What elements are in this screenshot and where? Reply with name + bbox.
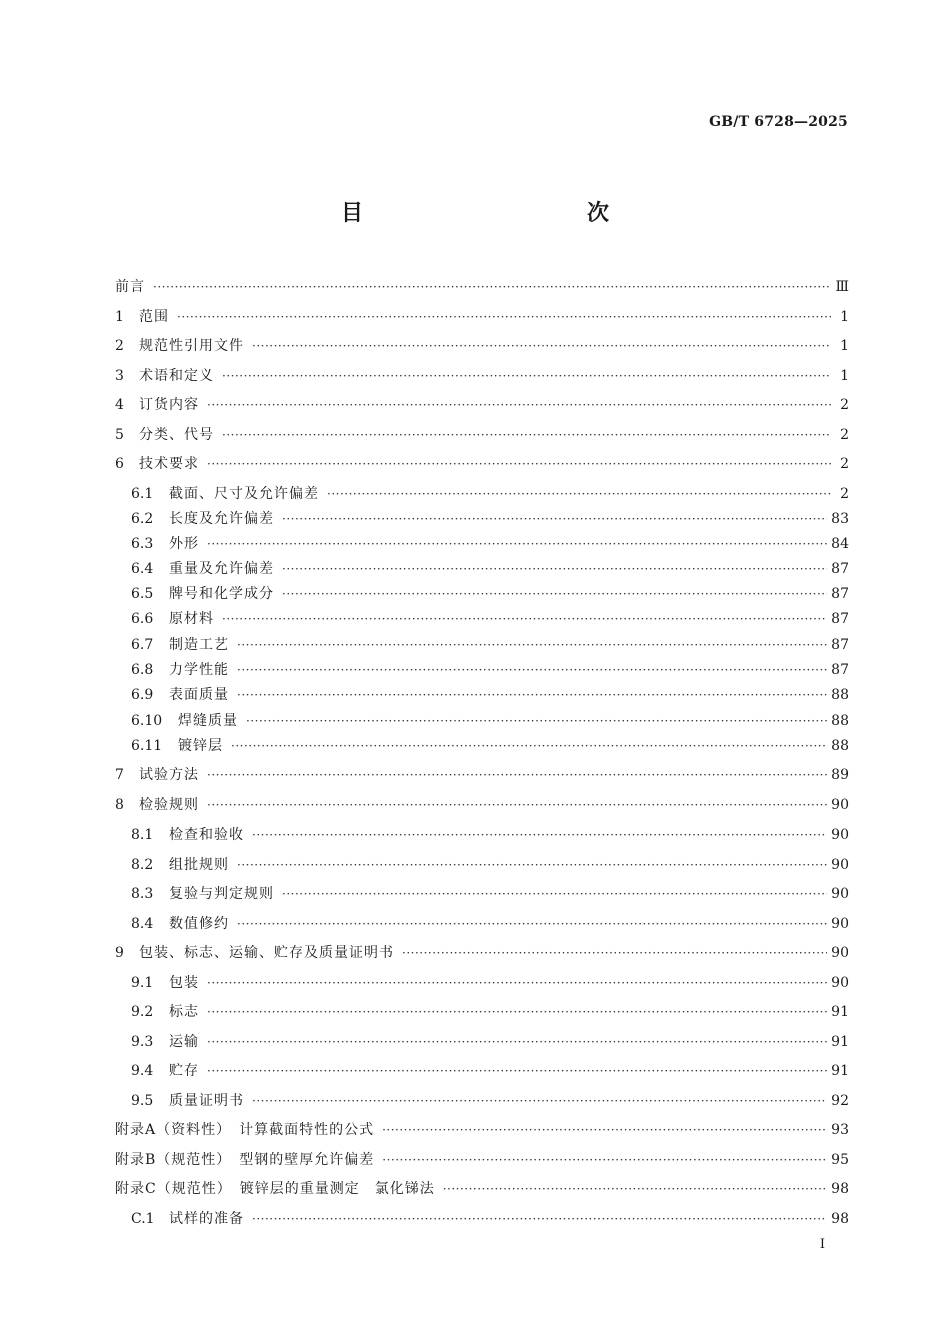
toc-entry[interactable] — [115, 606, 849, 632]
toc-entry-label: 前言 — [115, 279, 145, 295]
toc-leader-dots — [222, 606, 827, 632]
toc-entry-page: 91 — [831, 1004, 849, 1020]
toc-entry[interactable] — [115, 911, 849, 937]
toc-entry-page: 83 — [831, 511, 849, 527]
toc-leader-dots — [252, 1206, 827, 1232]
toc-leader-dots — [237, 632, 827, 658]
toc-entry[interactable] — [115, 1088, 849, 1114]
toc-entry-label: 运输 — [169, 1034, 199, 1050]
toc-entry[interactable] — [115, 1176, 849, 1202]
toc-entry-page: 90 — [831, 945, 849, 961]
toc-entry-page: 90 — [831, 975, 849, 991]
toc-entry-label: 附录B（规范性） 型钢的壁厚允许偏差 — [115, 1152, 375, 1168]
toc-entry-number: 6.3 — [131, 536, 154, 552]
toc-entry[interactable] — [115, 733, 849, 759]
toc-entry-label: 外形 — [169, 536, 199, 552]
toc-entry[interactable] — [115, 999, 849, 1025]
toc-entry-page: 87 — [831, 561, 849, 577]
toc-entry[interactable] — [115, 708, 849, 734]
toc-entry-number: 8.1 — [131, 827, 154, 843]
toc-entry[interactable] — [115, 422, 849, 448]
toc-entry-number: 6.11 — [131, 738, 163, 754]
toc-entry[interactable] — [115, 762, 849, 788]
toc-entry[interactable] — [115, 881, 849, 907]
toc-leader-dots — [282, 581, 827, 607]
toc-entry-page: 88 — [831, 687, 849, 703]
toc-entry-page: 90 — [831, 857, 849, 873]
toc-entry-number: 7 — [115, 767, 124, 783]
toc-entry-page: 90 — [831, 916, 849, 932]
page-title: 目 次 — [340, 201, 669, 226]
toc-entry-number: 9 — [115, 945, 124, 961]
toc-leader-dots — [207, 792, 827, 818]
toc-leader-dots — [402, 940, 827, 966]
toc-entry-page: 90 — [831, 827, 849, 843]
toc-entry-number: 9.4 — [131, 1063, 154, 1079]
toc-entry-page: 90 — [831, 886, 849, 902]
toc-leader-dots — [207, 999, 827, 1025]
toc-entry[interactable] — [115, 556, 849, 582]
toc-entry[interactable] — [115, 657, 849, 683]
toc-entry-page: 84 — [831, 536, 849, 552]
toc-entry-label: 订货内容 — [139, 397, 199, 413]
toc-entry[interactable] — [115, 1147, 849, 1173]
toc-leader-dots — [207, 451, 831, 477]
toc-entry-number: 8.4 — [131, 916, 154, 932]
toc-entry-label: 长度及允许偏差 — [169, 511, 274, 527]
toc-leader-dots — [153, 274, 831, 300]
toc-entry-label: 包装、标志、运输、贮存及质量证明书 — [139, 945, 394, 961]
toc-entry-label: 复验与判定规则 — [169, 886, 274, 902]
toc-entry-number: 6.5 — [131, 586, 154, 602]
toc-entry[interactable] — [115, 1058, 849, 1084]
toc-entry-label: 贮存 — [169, 1063, 199, 1079]
toc-entry-page: 1 — [840, 368, 849, 384]
toc-entry[interactable] — [115, 632, 849, 658]
toc-leader-dots — [282, 881, 827, 907]
toc-leader-dots — [252, 1088, 827, 1114]
toc-leader-dots — [177, 304, 831, 330]
toc-entry-label: 附录A（资料性） 计算截面特性的公式 — [115, 1122, 375, 1138]
toc-entry-label: 范围 — [139, 309, 169, 325]
toc-entry-page: 1 — [840, 338, 849, 354]
toc-entry-number: 9.1 — [131, 975, 154, 991]
toc-entry-number: 3 — [115, 368, 124, 384]
toc-entry-number: 5 — [115, 427, 124, 443]
toc-entry-page: 88 — [831, 738, 849, 754]
toc-leader-dots — [382, 1147, 827, 1173]
toc-entry-page: 92 — [831, 1093, 849, 1109]
toc-entry-label: 原材料 — [169, 611, 214, 627]
toc-entry-label: 试验方法 — [139, 767, 199, 783]
toc-leader-dots — [246, 708, 827, 734]
toc-entry-label: 技术要求 — [139, 456, 199, 472]
toc-entry-number: 6 — [115, 456, 124, 472]
toc-entry-label: 截面、尺寸及允许偏差 — [169, 486, 319, 502]
toc-entry[interactable] — [115, 481, 849, 507]
toc-entry-number: 8.2 — [131, 857, 154, 873]
toc-entry[interactable] — [115, 506, 849, 532]
toc-entry[interactable] — [115, 970, 849, 996]
toc-leader-dots — [282, 556, 827, 582]
toc-entry-label: 制造工艺 — [169, 637, 229, 653]
toc-entry[interactable] — [115, 304, 849, 330]
toc-entry-page: 98 — [831, 1181, 849, 1197]
toc-entry-page: 91 — [831, 1034, 849, 1050]
toc-entry-number: 2 — [115, 338, 124, 354]
toc-entry-label: 牌号和化学成分 — [169, 586, 274, 602]
toc-entry-page: 98 — [831, 1211, 849, 1227]
toc-entry-label: 组批规则 — [169, 857, 229, 873]
toc-entry-number: C.1 — [131, 1211, 155, 1227]
toc-entry-page: 87 — [831, 611, 849, 627]
toc-entry[interactable] — [115, 451, 849, 477]
toc-entry[interactable] — [115, 792, 849, 818]
toc-entry-number: 4 — [115, 397, 124, 413]
toc-entry-label: 力学性能 — [169, 662, 229, 678]
toc-entry-label: 包装 — [169, 975, 199, 991]
toc-entry[interactable] — [115, 274, 849, 300]
toc-entry-label: 质量证明书 — [169, 1093, 244, 1109]
toc-leader-dots — [207, 1029, 827, 1055]
toc-entry[interactable] — [115, 940, 849, 966]
toc-entry[interactable] — [115, 682, 849, 708]
toc-entry[interactable] — [115, 531, 849, 557]
toc-entry-number: 6.10 — [131, 713, 163, 729]
toc-entry-number: 6.6 — [131, 611, 154, 627]
toc-entry-label: 焊缝质量 — [178, 713, 238, 729]
toc-leader-dots — [207, 531, 827, 557]
toc-entry-page: 87 — [831, 662, 849, 678]
toc-entry-page: 91 — [831, 1063, 849, 1079]
standard-number: GB/T 6728—2025 — [709, 114, 848, 130]
toc-entry-label: 术语和定义 — [139, 368, 214, 384]
toc-leader-dots — [282, 506, 827, 532]
toc-entry-number: 6.1 — [131, 486, 154, 502]
toc-entry-number: 6.7 — [131, 637, 154, 653]
toc-entry[interactable] — [115, 822, 849, 848]
toc-entry[interactable] — [115, 581, 849, 607]
toc-entry-page: 2 — [840, 456, 849, 472]
toc-entry-label: 分类、代号 — [139, 427, 214, 443]
toc-entry-page: 88 — [831, 713, 849, 729]
toc-entry-page: 87 — [831, 637, 849, 653]
toc-entry-number: 6.8 — [131, 662, 154, 678]
toc-leader-dots — [207, 970, 827, 996]
toc-entry[interactable] — [115, 1117, 849, 1143]
toc-leader-dots — [207, 392, 831, 418]
toc-entry-label: 检查和验收 — [169, 827, 244, 843]
toc-entry-label: 表面质量 — [169, 687, 229, 703]
toc-entry-number: 8.3 — [131, 886, 154, 902]
toc-entry-page: Ⅲ — [835, 279, 849, 295]
toc-entry-label: 试样的准备 — [169, 1211, 244, 1227]
toc-leader-dots — [327, 481, 831, 507]
page-folio: Ⅰ — [819, 1237, 825, 1252]
toc-entry-page: 2 — [840, 397, 849, 413]
toc-entry-number: 6.9 — [131, 687, 154, 703]
toc-leader-dots — [237, 657, 827, 683]
toc-entry-label: 镀锌层 — [178, 738, 223, 754]
toc-entry-label: 规范性引用文件 — [139, 338, 244, 354]
toc-entry[interactable] — [115, 852, 849, 878]
toc-entry-number: 9.5 — [131, 1093, 154, 1109]
toc-leader-dots — [382, 1117, 827, 1143]
toc-entry-page: 89 — [831, 767, 849, 783]
toc-leader-dots — [222, 422, 831, 448]
toc-leader-dots — [222, 363, 831, 389]
toc-leader-dots — [207, 1058, 827, 1084]
toc-entry-page: 90 — [831, 797, 849, 813]
toc-leader-dots — [237, 682, 827, 708]
toc-entry-number: 9.2 — [131, 1004, 154, 1020]
toc-leader-dots — [443, 1176, 827, 1202]
toc-entry-label: 附录C（规范性） 镀锌层的重量测定 氯化锑法 — [115, 1181, 435, 1197]
toc-entry-page: 2 — [840, 427, 849, 443]
toc-leader-dots — [237, 852, 827, 878]
toc-entry[interactable] — [115, 333, 849, 359]
toc-entry-number: 1 — [115, 309, 124, 325]
toc-entry[interactable] — [115, 1029, 849, 1055]
toc-entry-page: 93 — [831, 1122, 849, 1138]
toc-entry-label: 检验规则 — [139, 797, 199, 813]
toc-entry-number: 9.3 — [131, 1034, 154, 1050]
toc-leader-dots — [252, 333, 831, 359]
toc-entry-number: 8 — [115, 797, 124, 813]
toc-entry-page: 2 — [840, 486, 849, 502]
toc-entry[interactable] — [115, 1206, 849, 1232]
toc-entry-label: 标志 — [169, 1004, 199, 1020]
toc-entry-number: 6.4 — [131, 561, 154, 577]
toc-entry[interactable] — [115, 363, 849, 389]
toc-leader-dots — [207, 762, 827, 788]
toc-entry-page: 95 — [831, 1152, 849, 1168]
toc-entry-number: 6.2 — [131, 511, 154, 527]
toc-entry-page: 1 — [840, 309, 849, 325]
toc-entry[interactable] — [115, 392, 849, 418]
toc-leader-dots — [237, 911, 827, 937]
toc-entry-label: 数值修约 — [169, 916, 229, 932]
toc-entry-page: 87 — [831, 586, 849, 602]
toc-leader-dots — [231, 733, 827, 759]
toc-leader-dots — [252, 822, 827, 848]
toc-entry-label: 重量及允许偏差 — [169, 561, 274, 577]
